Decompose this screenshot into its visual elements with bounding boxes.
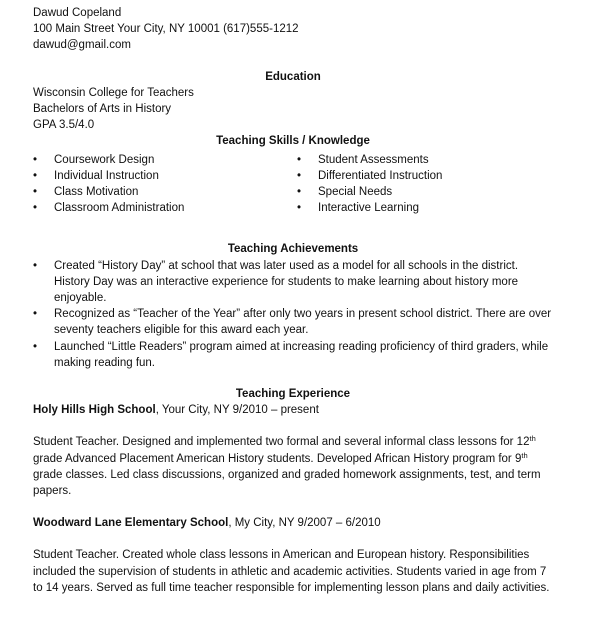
list-item: • Launched “Little Readers” program aimed at increasing reading proficiency of third graders, while making reading fun. [33, 339, 553, 371]
list-item: • Differentiated Instruction [297, 168, 442, 184]
skills-list [33, 152, 553, 217]
bullet-icon: • [33, 153, 38, 166]
list-item: • Recognized as “Teacher of the Year” after only two years in present school district. There are over seventy teachers eligible for this award each year. [33, 306, 553, 338]
job-details: , Your City, NY 9/2010 – present [155, 404, 319, 417]
skills-left-column [33, 152, 297, 217]
job-details: , My City, NY 9/2007 – 6/2010 [228, 517, 381, 530]
skills-right-column [297, 152, 442, 217]
list-item: • Class Motivation [33, 184, 297, 200]
bullet-icon: • [33, 202, 38, 215]
bullet-icon: • [297, 169, 302, 182]
bullet-icon: • [33, 340, 38, 353]
list-item: • Created “History Day” at school that was later used as a model for all schools in the district. History Day was an interactive experience for students to make learning about history more enjoyable. [33, 258, 553, 307]
job-description: Student Teacher. Designed and implemented two formal and several informal class lessons for 12th grade Advanced Placement American History students. Developed African History program for 9th grade classes. Led class discussions, organized and graded homework assignments, test, and term papers. [33, 434, 541, 498]
list-item: • Individual Instruction [33, 168, 297, 184]
experience-heading: Teaching Experience [235, 388, 351, 401]
contact-email: dawud@gmail.com [33, 39, 131, 52]
achievements-heading: Teaching Achievements [227, 243, 359, 256]
skills-heading: Teaching Skills / Knowledge [216, 135, 370, 148]
education-gpa: GPA 3.5/4.0 [33, 119, 95, 132]
list-item: • Coursework Design [33, 152, 297, 168]
education-school: Wisconsin College for Teachers [33, 86, 194, 99]
education-degree: Bachelors of Arts in History [33, 103, 172, 116]
bullet-icon: • [297, 186, 302, 199]
contact-address-phone: 100 Main Street Your City, NY 10001 (617)555-1212 [33, 23, 299, 36]
job-employer: Holy Hills High School [33, 404, 156, 417]
list-item: • Classroom Administration [33, 200, 297, 216]
achievements-list [33, 258, 553, 371]
list-item: • Student Assessments [297, 152, 442, 168]
job-description: Student Teacher. Created whole class lessons in American and European history. Responsibilities included the supervision of students in athletic and academic activities. Students varied in age from 7 to 14 years. Served as full time teacher responsible for implementing lesson plans and daily activities. [33, 549, 550, 594]
bullet-icon: • [33, 308, 38, 321]
list-item: • Interactive Learning [297, 200, 442, 216]
education-heading: Education [265, 70, 321, 83]
bullet-icon: • [297, 202, 302, 215]
list-item: • Special Needs [297, 184, 442, 200]
job-header [33, 515, 553, 531]
bullet-icon: • [33, 169, 38, 182]
bullet-icon: • [33, 186, 38, 199]
bullet-icon: • [33, 259, 38, 272]
job-header [33, 402, 553, 418]
contact-name: Dawud Copeland [33, 7, 122, 19]
resume-page [33, 5, 553, 596]
job-employer: Woodward Lane Elementary School [33, 517, 229, 530]
bullet-icon: • [297, 153, 302, 166]
